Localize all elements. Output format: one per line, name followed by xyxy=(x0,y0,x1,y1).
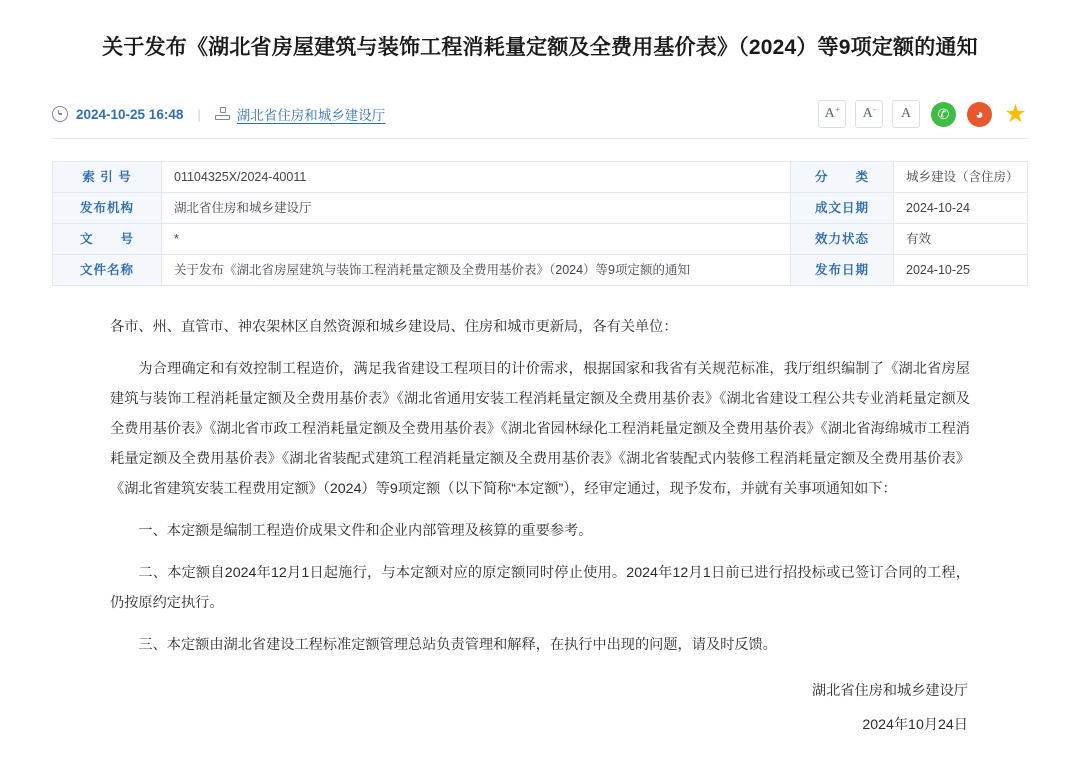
source-link[interactable]: 湖北省住房和城乡建设厅 xyxy=(236,108,386,123)
font-default-button[interactable] xyxy=(892,100,920,128)
star-glyph: ★ xyxy=(1004,99,1027,128)
body-paragraph-1: 为合理确定和有效控制工程造价，满足我省建设工程项目的计价需求，根据国家和我省有关规范标准，我厅组织编制了《湖北省房屋建筑与装饰工程消耗量定额及全费用基价表》《湖北省通用安装工程消耗量定额及全费用基价表》《湖北省建设工程公共专业消耗量定额及全费用基价表》《湖北省市政工程消耗量定额及全费用基价表》《湖北省园林绿化工程消耗量定额及全费用基价表》《湖北省海绵城市工程消耗量定额及全费用基价表》《湖北省装配式建筑工程消耗量定额及全费用基价表》《湖北省装配式内装修工程消耗量定额及全费用基价表》《湖北省建筑安装工程费用定额》（2024）等9项定额（以下简称“本定额”），经审定通过，现予发布，并就有关事项通知如下： xyxy=(110,361,970,497)
row-label-status: 效力状态 xyxy=(791,224,894,255)
row-label-category: 分 类 xyxy=(791,162,894,193)
meta-bar xyxy=(52,90,1028,139)
row-label-publish-date: 发布日期 xyxy=(791,255,894,286)
row-value-publish-date: 2024-10-25 xyxy=(894,255,1028,286)
row-label-filename: 文件名称 xyxy=(53,255,162,286)
font-decrease-sup: - xyxy=(873,105,876,114)
row-label-docnumber: 文 号 xyxy=(53,224,162,255)
wechat-glyph: ✆ xyxy=(937,105,950,122)
body-item-2: 二、本定额自2024年12月1日起施行，与本定额对应的原定额同时停止使用。2024年12月1日前已进行招投标或已签订合同的工程，仍按原约定执行。 xyxy=(110,565,970,611)
font-decrease-label: A xyxy=(862,106,873,121)
row-value-written-date: 2024-10-24 xyxy=(894,193,1028,224)
publish-datetime: 2024-10-25 16:48 xyxy=(76,106,184,122)
row-label-publisher: 发布机构 xyxy=(53,193,162,224)
row-value-publisher: 湖北省住房和城乡建设厅 xyxy=(162,193,791,224)
weibo-glyph: ◕ xyxy=(975,106,984,122)
row-value-docnumber: * xyxy=(162,224,791,255)
font-increase-sup: + xyxy=(835,105,840,114)
weibo-share-icon[interactable] xyxy=(967,102,992,127)
clock-icon xyxy=(52,106,68,122)
favorite-star-icon[interactable] xyxy=(1003,99,1028,128)
table-row xyxy=(53,255,1028,286)
organization-icon xyxy=(215,107,230,121)
signature-block xyxy=(110,676,970,740)
row-value-status: 有效 xyxy=(894,224,1028,255)
document-body xyxy=(110,312,970,740)
signature-organization: 湖北省住房和城乡建设厅 xyxy=(811,683,968,699)
body-salutation: 各市、州、直管市、神农架林区自然资源和城乡建设局、住房和城市更新局，各有关单位： xyxy=(110,319,678,335)
row-label-written-date: 成文日期 xyxy=(791,193,894,224)
row-value-category: 城乡建设（含住房） xyxy=(894,162,1028,193)
page-title: 关于发布《湖北省房屋建筑与装饰工程消耗量定额及全费用基价表》（2024）等9项定额的通知 xyxy=(102,36,978,59)
meta-left-group xyxy=(52,104,385,124)
wechat-share-icon[interactable] xyxy=(931,102,956,127)
document-info-table xyxy=(52,161,1028,286)
table-row xyxy=(53,193,1028,224)
row-label-index: 索 引 号 xyxy=(53,162,162,193)
table-row xyxy=(53,162,1028,193)
table-row xyxy=(53,224,1028,255)
signature-date: 2024年10月24日 xyxy=(862,717,968,733)
font-increase-button[interactable] xyxy=(818,100,846,128)
row-value-filename: 关于发布《湖北省房屋建筑与装饰工程消耗量定额及全费用基价表》（2024）等9项定额的通知 xyxy=(162,255,791,286)
font-default-label: A xyxy=(900,106,912,121)
row-value-index: 01104325X/2024-40011 xyxy=(162,162,791,193)
font-increase-label: A xyxy=(824,106,835,121)
meta-separator: | xyxy=(197,106,201,122)
body-item-1: 一、本定额是编制工程造价成果文件和企业内部管理及核算的重要参考。 xyxy=(138,523,593,539)
toolbar-right xyxy=(818,100,1028,128)
font-decrease-button[interactable] xyxy=(855,100,883,128)
body-item-3: 三、本定额由湖北省建设工程标准定额管理总站负责管理和解释，在执行中出现的问题，请及时反馈。 xyxy=(138,637,777,653)
